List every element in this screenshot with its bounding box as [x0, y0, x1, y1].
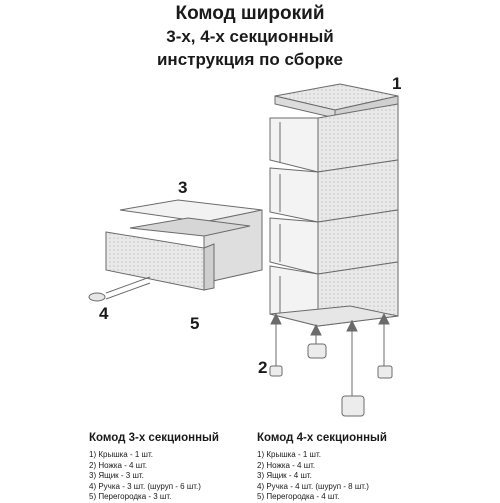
- parts-list-item: 2) Ножка - 4 шт.: [257, 460, 316, 470]
- handle-part: [89, 277, 150, 301]
- parts-list-heading: Комод 4-х секционный: [257, 432, 387, 444]
- callout-legs: 2: [258, 358, 268, 377]
- parts-list-item: 3) Ящик - 4 шт.: [257, 471, 312, 480]
- callout-lid: 1: [392, 74, 402, 93]
- single-drawer: [106, 200, 262, 290]
- parts-list-item: 4) Ручка - 3 шт. (шуруп - 6 шт.): [89, 481, 201, 491]
- parts-list-item: 2) Ножка - 4 шт.: [89, 460, 148, 470]
- parts-list-item: 3) Ящик - 3 шт.: [89, 471, 144, 480]
- parts-list-item: 1) Крышка - 1 шт.: [89, 450, 153, 459]
- callout-drawer: 3: [178, 178, 188, 197]
- parts-list-item: 1) Крышка - 1 шт.: [257, 450, 321, 459]
- parts-list-3-section: [89, 432, 219, 503]
- parts-list-item: 5) Перегородка - 4 шт.: [257, 492, 340, 501]
- callout-divider: 5: [190, 314, 200, 333]
- parts-list-4-section: [257, 432, 387, 503]
- title-line-3: инструкция по сборке: [156, 50, 343, 69]
- callout-handle: 4: [99, 304, 109, 323]
- parts-list-item: 5) Перегородка - 3 шт.: [89, 492, 172, 501]
- chest-frame: [270, 84, 398, 326]
- parts-list-heading: Комод 3-х секционный: [89, 432, 219, 444]
- title-line-1: Комод широкий: [175, 3, 325, 24]
- title-line-2: 3-х, 4-х секционный: [166, 27, 334, 46]
- feet: [270, 314, 392, 416]
- parts-list-item: 4) Ручка - 4 шт. (шуруп - 8 шт.): [257, 481, 369, 491]
